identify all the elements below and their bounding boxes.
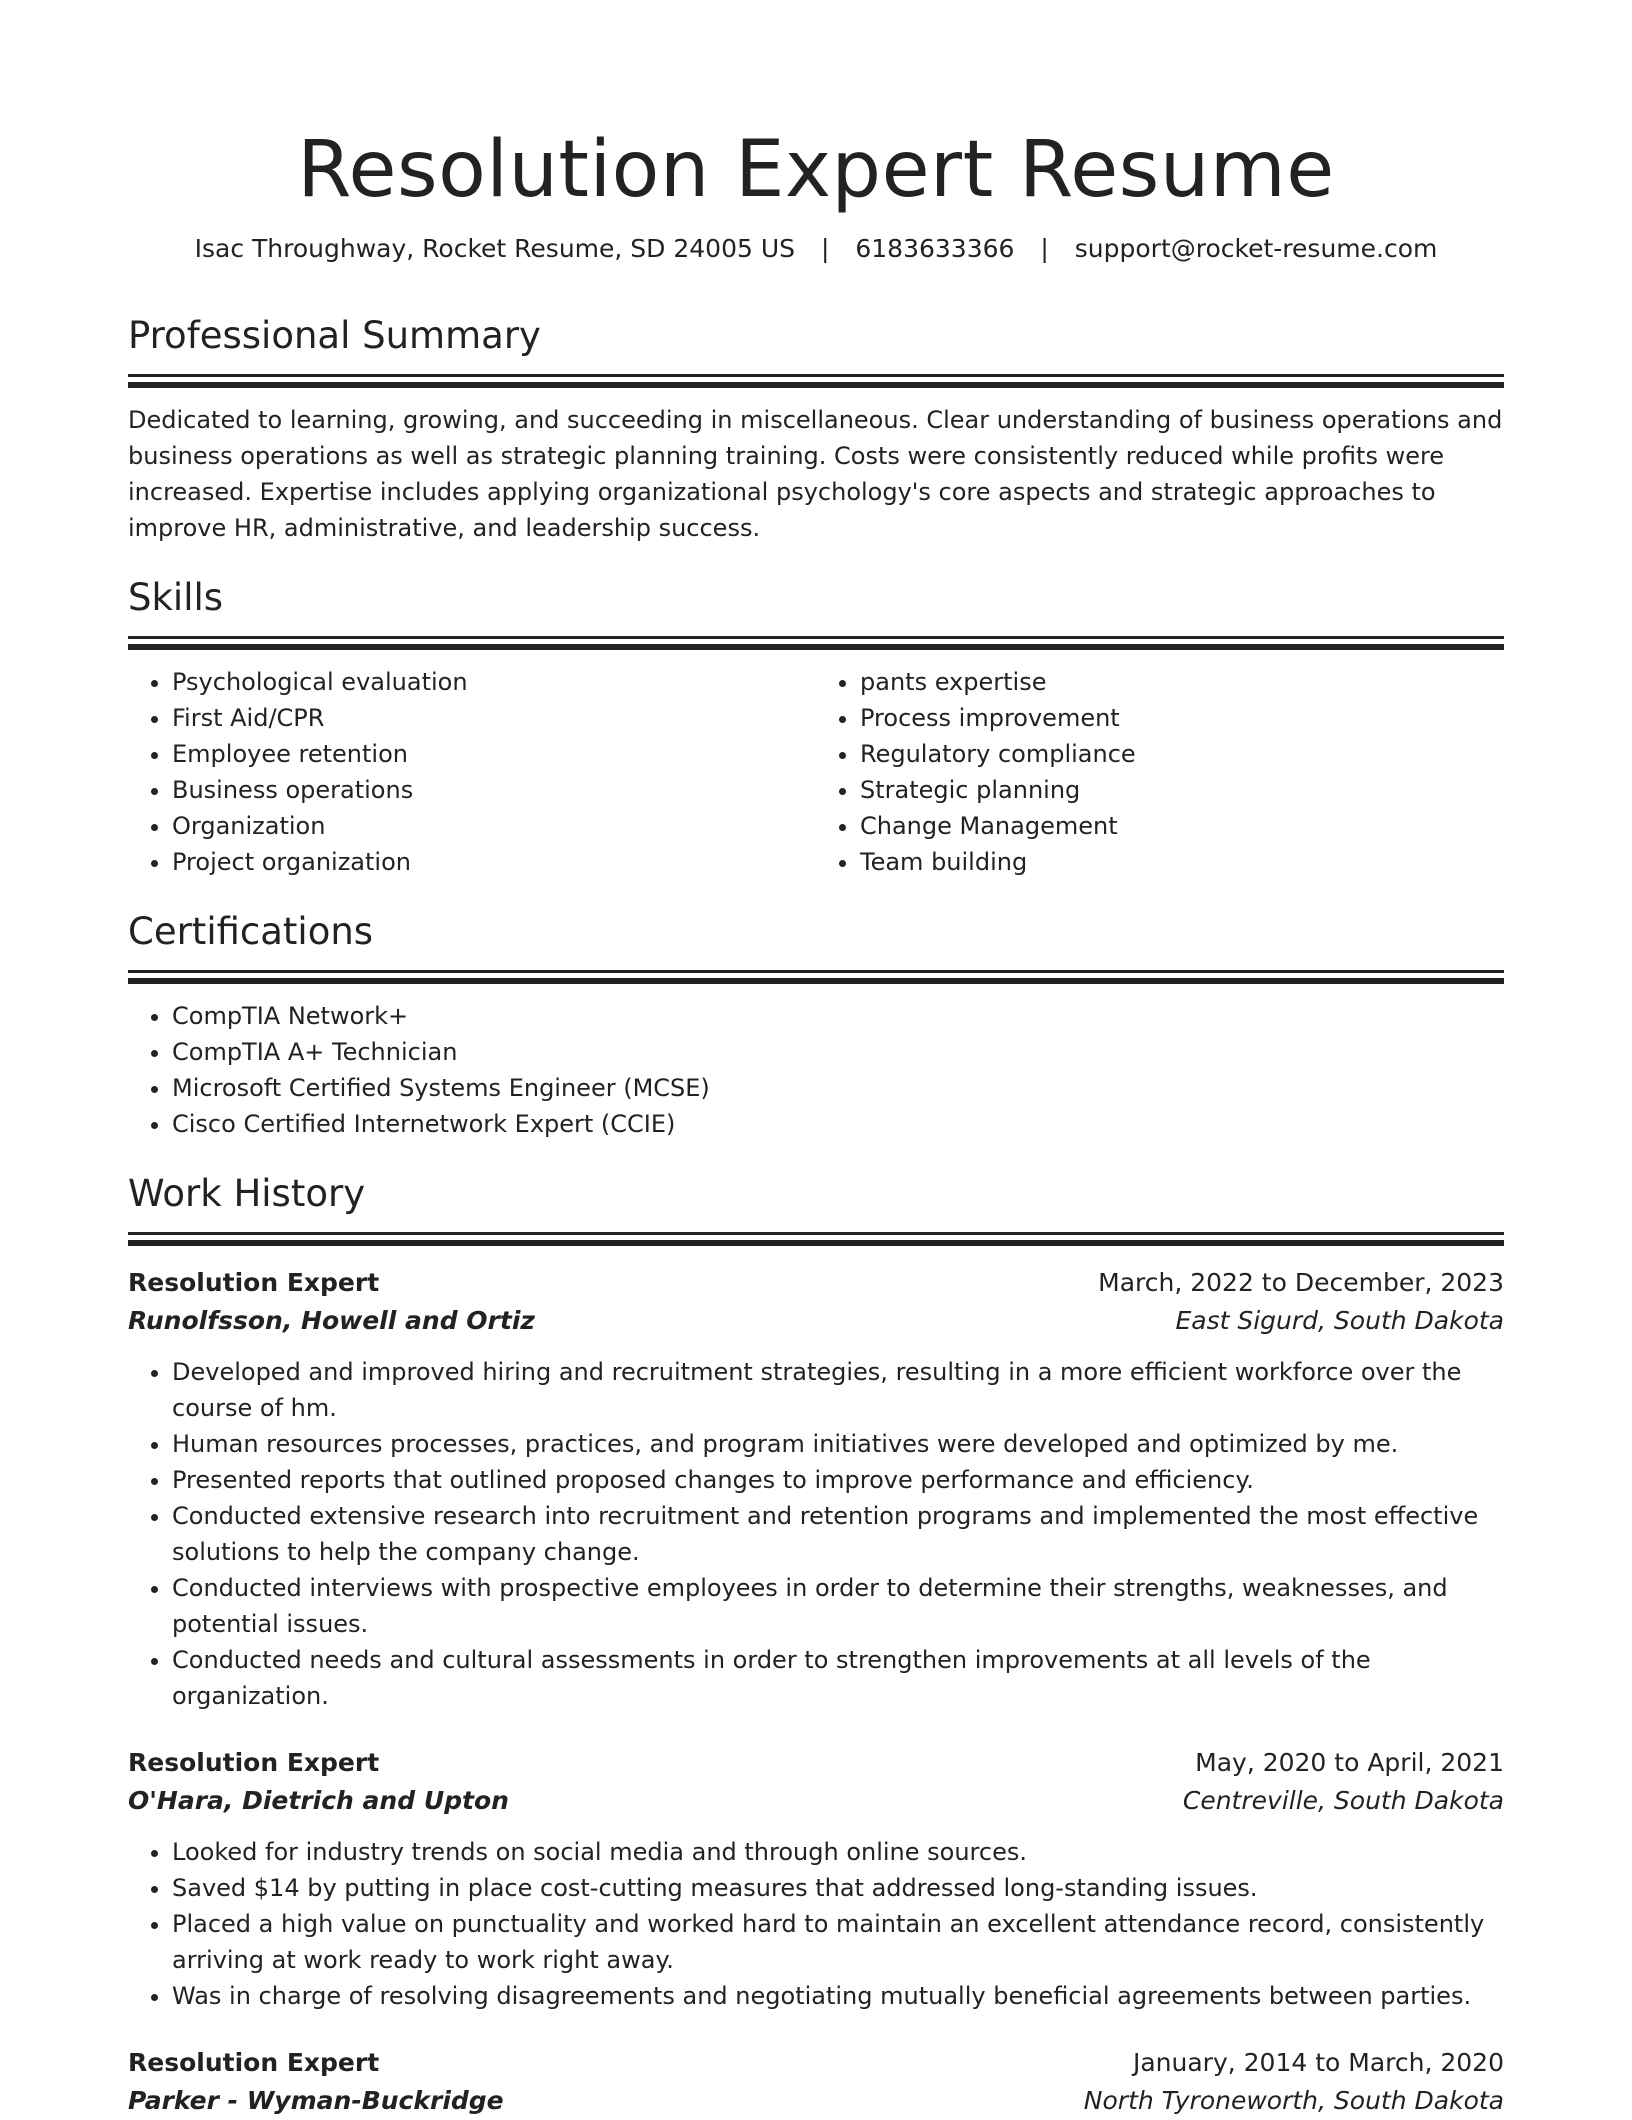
contact-email: support@rocket-resume.com: [1074, 234, 1438, 263]
skill-item: • pants expertise: [860, 664, 1504, 700]
skill-item: • Regulatory compliance: [860, 736, 1504, 772]
resume-title: Resolution Expert Resume: [297, 125, 1335, 215]
section-rule-thick: [128, 644, 1504, 650]
section-rule: [128, 970, 1504, 973]
job-bullet: • Conducted extensive research into recruitment and retention programs and implemented the most effective solutions to help the company change.: [172, 1498, 1504, 1570]
job-bullets: [128, 1354, 1504, 1714]
certifications-section: [128, 908, 1504, 1142]
job-location: Centreville, South Dakota: [1182, 1786, 1504, 1815]
job-entry: [128, 1264, 1504, 1714]
skill-item: • Process improvement: [860, 700, 1504, 736]
skill-item: • Change Management: [860, 808, 1504, 844]
job-bullet: • Human resources processes, practices, and program initiatives were developed and optimized by me.: [172, 1426, 1504, 1462]
job-company: Runolfsson, Howell and Ortiz: [128, 1306, 535, 1335]
job-title: Resolution Expert: [128, 1748, 380, 1777]
job-bullet: • Conducted interviews with prospective employees in order to determine their strengths, weaknesses, and potential issues.: [172, 1570, 1504, 1642]
job-bullet: • Looked for industry trends on social media and through online sources.: [172, 1834, 1504, 1870]
contact-separator: |: [1040, 234, 1049, 263]
skills-heading: Skills: [128, 576, 224, 619]
job-title: Resolution Expert: [128, 2048, 380, 2077]
certifications-list: [128, 998, 1504, 1142]
job-bullet: • Conducted needs and cultural assessments in order to strengthen improvements at all levels of the organization.: [172, 1642, 1504, 1714]
skills-section: [128, 574, 1504, 880]
job-dates: January, 2014 to March, 2020: [1132, 2048, 1504, 2077]
section-rule: [128, 636, 1504, 639]
certification-item: • Cisco Certified Internetwork Expert (CCIE): [172, 1106, 1504, 1142]
skill-item: • Organization: [172, 808, 816, 844]
section-rule-thick: [128, 978, 1504, 984]
job-company-row: [128, 1782, 1504, 1820]
work-history-heading: Work History: [128, 1172, 366, 1215]
work-history-section: [128, 1170, 1504, 2120]
certification-item: • Microsoft Certified Systems Engineer (MCSE): [172, 1070, 1504, 1106]
job-header-row: [128, 1264, 1504, 1302]
skills-columns: [128, 664, 1504, 880]
contact-address: Isac Throughway, Rocket Resume, SD 24005 US: [194, 234, 796, 263]
job-company: Parker - Wyman-Buckridge: [128, 2086, 504, 2115]
job-entry: [128, 1744, 1504, 2014]
job-location: East Sigurd, South Dakota: [1175, 1306, 1504, 1335]
contact-line: [128, 232, 1504, 266]
skill-item: • Project organization: [172, 844, 816, 880]
job-header-row: [128, 2044, 1504, 2082]
skill-item: • Employee retention: [172, 736, 816, 772]
contact-separator: |: [820, 234, 830, 263]
skills-column-right: [816, 664, 1504, 880]
summary-heading: Professional Summary: [128, 314, 541, 357]
job-location: North Tyroneworth, South Dakota: [1083, 2086, 1504, 2115]
job-bullet: • Presented reports that outlined proposed changes to improve performance and efficiency.: [172, 1462, 1504, 1498]
job-bullets: [128, 1834, 1504, 2014]
job-dates: March, 2022 to December, 2023: [1098, 1268, 1504, 1297]
job-company: O'Hara, Dietrich and Upton: [128, 1786, 509, 1815]
skill-item: • Psychological evaluation: [172, 664, 816, 700]
section-rule-thick: [128, 382, 1504, 388]
section-rule-thick: [128, 1240, 1504, 1246]
section-rule: [128, 1232, 1504, 1235]
section-rule: [128, 374, 1504, 377]
job-bullet: • Developed and improved hiring and recruitment strategies, resulting in a more efficient workforce over the course of hm.: [172, 1354, 1504, 1426]
certifications-heading: Certifications: [128, 910, 374, 953]
skill-item: • Business operations: [172, 772, 816, 808]
job-company-row: [128, 2082, 1504, 2120]
job-header-row: [128, 1744, 1504, 1782]
skill-item: • Team building: [860, 844, 1504, 880]
skill-item: • First Aid/CPR: [172, 700, 816, 736]
job-title: Resolution Expert: [128, 1268, 380, 1297]
summary-section: [128, 312, 1504, 546]
job-dates: May, 2020 to April, 2021: [1195, 1748, 1504, 1777]
job-bullet: • Saved $14 by putting in place cost-cutting measures that addressed long-standing issues.: [172, 1870, 1504, 1906]
job-entry: [128, 2044, 1504, 2120]
skills-list-right: [816, 664, 1504, 880]
certification-item: • CompTIA A+ Technician: [172, 1034, 1504, 1070]
skills-list-left: [128, 664, 816, 880]
skills-column-left: [128, 664, 816, 880]
contact-phone: 6183633366: [855, 234, 1015, 263]
job-bullet: • Placed a high value on punctuality and worked hard to maintain an excellent attendance record, consistently arriving at work ready to work right away.: [172, 1906, 1504, 1978]
certification-item: • CompTIA Network+: [172, 998, 1504, 1034]
job-bullet: • Was in charge of resolving disagreements and negotiating mutually beneficial agreements between parties.: [172, 1978, 1504, 2014]
summary-text: Dedicated to learning, growing, and succeeding in miscellaneous. Clear understanding of business operations and business operations as well as strategic planning training. Costs were consistently reduced while profits were increased. Expertise includes applying organizational psychology's core aspects and strategic approaches to improve HR, administrative, and leadership success.: [128, 406, 1503, 542]
job-company-row: [128, 1302, 1504, 1340]
skill-item: • Strategic planning: [860, 772, 1504, 808]
